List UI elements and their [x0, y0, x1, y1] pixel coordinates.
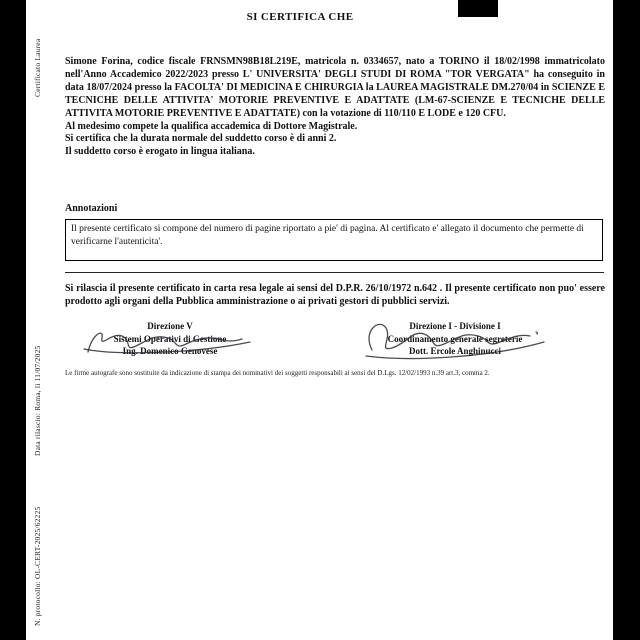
signature-left-name: Ing. Domenico Genovese	[122, 346, 218, 356]
annotations-heading: Annotazioni	[65, 203, 118, 214]
left-margin-bar	[0, 0, 26, 640]
certificate-body	[65, 56, 605, 159]
duration-line: Si certifica che la durata normale del suddetto corso è di anni 2.	[65, 133, 337, 145]
signature-right-office: Direzione I - Divisione I	[409, 321, 501, 331]
vertical-doc-type: Certificato Laurea	[33, 38, 42, 97]
degree-statement: Simone Forina, codice fiscale FRNSMN98B18L219E, matricola n. 0334657, nato a TORINO il 18/02/1998 immatricolato nell'Anno Accademico 2022/2023 presso L' UNIVERSITA' DEGLI STUDI DI ROMA "TOR VERGATA" ha conseguito in data 18/07/2024 presso la FACOLTA' DI MEDICINA E CHIRURGIA la LAUREA MAGISTRALE DM.270/04 in SCIENZE E TECNICHE DELLE ATTIVITA' MOTORIE PREVENTIVE E ADATTATE (LM-67-SCIENZE E TECNICHE DELLE ATTIVITA MOTORIE PREVENTIVE E ADATTATE) con la votazione di 110/110 E LODE e 120 CFU.	[65, 56, 605, 119]
signatures-substitution-notice: Le firme autografe sono sostituite da indicazione di stampa dei nominativi dei soggetti responsabili ai sensi del D.Lgs. 12/02/1993 n.39 art.3, comma 2.	[65, 369, 490, 377]
signature-right-unit: Coordinamento generale segreterie	[387, 333, 523, 344]
right-margin-bar	[613, 0, 640, 640]
annotations-box	[65, 219, 603, 261]
signature-block-right	[360, 320, 550, 358]
vertical-release-date: Data rilascio: Roma, lì 11/07/2025	[33, 345, 42, 456]
signature-right-name: Dott. Ercole Anghinucci	[408, 346, 502, 356]
certificate-heading: SI CERTIFICA CHE	[246, 11, 354, 23]
signature-left-office: Direzione V	[147, 321, 193, 331]
qualification-line: Al medesimo compete la qualifica accademica di Dottore Magistrale.	[65, 120, 358, 132]
vertical-protocol-number: N. protocollo: OL-CERT-2025/62225	[33, 506, 42, 626]
annotations-text: Il presente certificato si compone del numero di pagine riportato a pie' di pagina. Al certificato e' allegato il documento che permette di verificarne l'autenticita'.	[71, 224, 584, 247]
signature-left-unit: Sistemi Operativi di Gestione	[113, 333, 227, 344]
legal-stamp-paragraph: Si rilascia il presente certificato in carta resa legale ai sensi del D.P.R. 26/10/1972 n.642 . Il presente certificato non puo' essere prodotto agli organi della Pubblica amministrazione o ai privati gestori di pubblici servizi.	[65, 283, 605, 307]
signature-block-left	[80, 320, 260, 358]
language-line: Il suddetto corso è erogato in lingua italiana.	[65, 146, 255, 158]
horizontal-divider	[65, 272, 604, 273]
